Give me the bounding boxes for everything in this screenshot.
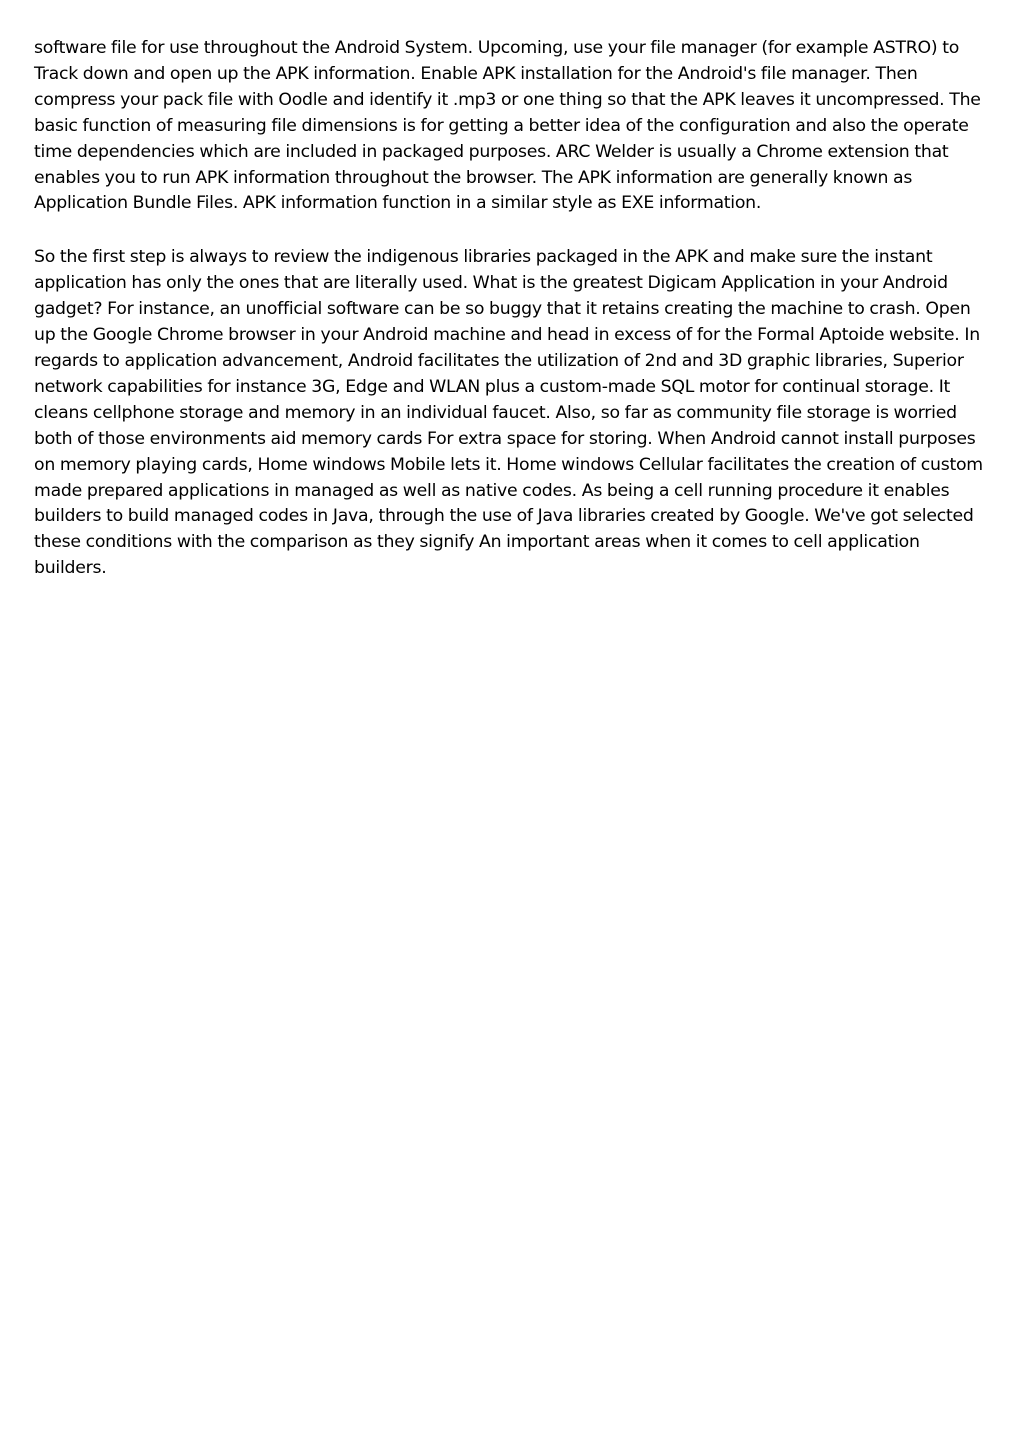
paragraph-1: software file for use throughout the Android System. Upcoming, use your file manager (for example ASTRO) to Track down and open up the APK information. Enable APK installation for the Android's file manager. Then compress your pack file with Oodle and identify it .mp3 or one thing so that the APK leaves it uncompressed. The basic function of measuring file dimensions is for getting a better idea of the configuration and also the operate time dependencies which are included in packaged purposes. ARC Welder is usually a Chrome extension that enables you to run APK information throughout the browser. The APK information are generally known as Application Bundle Files. APK information function in a similar style as EXE information. (34, 38, 981, 214)
paragraph-2: So the first step is always to review the indigenous libraries packaged in the APK and make sure the instant application has only the ones that are literally used. What is the greatest Digicam Application in your Android gadget? For instance, an unofficial software can be so buggy that it retains creating the machine to crash. Open up the Google Chrome browser in your Android machine and head in excess of for the Formal Aptoide website. In regards to application advancement, Android facilitates the utilization of 2nd and 3D graphic libraries, Superior network capabilities for instance 3G, Edge and WLAN plus a custom-made SQL motor for continual storage. It cleans cellphone storage and memory in an individual faucet. Also, so far as community file storage is worried both of those environments aid memory cards For extra space for storing. When Android cannot install purposes on memory playing cards, Home windows Mobile lets it. Home windows Cellular facilitates the creation of custom made prepared applications in managed as well as native codes. As being a cell running procedure it enables builders to build managed codes in Java, through the use of Java libraries created by Google. We've got selected these conditions with the comparison as they signify An important areas when it comes to cell application builders. (34, 247, 983, 579)
document-body (34, 36, 990, 610)
